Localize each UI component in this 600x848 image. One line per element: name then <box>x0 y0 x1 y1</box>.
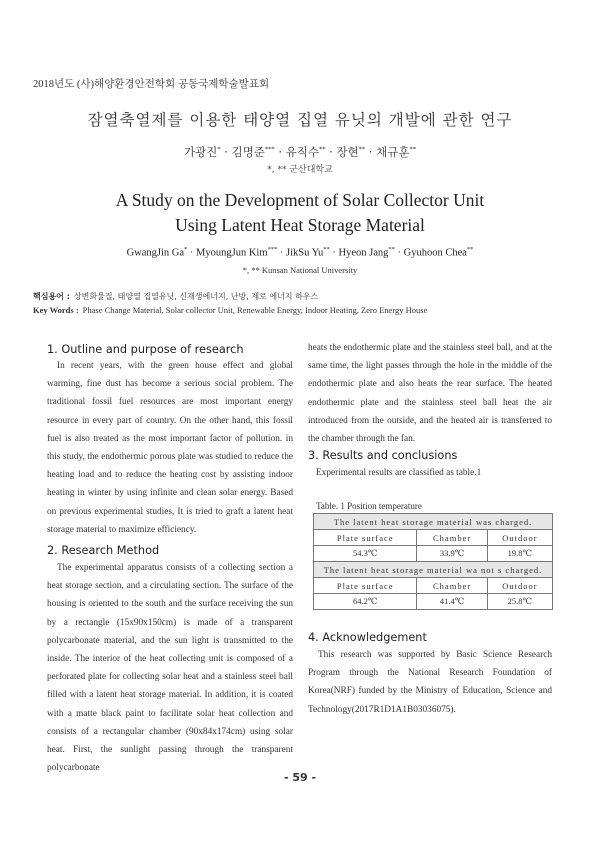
english-affiliation: *, ** Kunsan National University <box>242 265 358 275</box>
table-col-header: Chamber <box>417 578 487 594</box>
english-title-line2: Using Latent Heat Storage Material <box>175 215 425 235</box>
english-title <box>0 188 600 238</box>
table-row <box>314 594 553 610</box>
table-cell: 25.8℃ <box>487 594 552 610</box>
table-row <box>314 514 553 530</box>
en-author: GwangJin Ga <box>126 247 185 259</box>
section-3-text: Experimental results are classified as table.1 <box>316 468 482 478</box>
table-header-charged: The latent heat storage material was charged. <box>314 514 553 530</box>
english-title-line1: A Study on the Development of Solar Collector Unit <box>115 190 485 210</box>
table-cell: 19.8℃ <box>487 546 552 562</box>
table-col-header: Plate surface <box>314 578 417 594</box>
keywords-english <box>33 305 427 315</box>
table-row <box>314 562 553 578</box>
table-col-header: Outdoor <box>487 578 552 594</box>
table-header-not-charged: The latent heat storage material wa not s charged. <box>314 562 553 578</box>
table-col-header: Outdoor <box>487 530 552 546</box>
keywords-en-label: Key Words : <box>33 305 79 315</box>
table-cell: 41.4℃ <box>417 594 487 610</box>
section-1-heading: 1. Outline and purpose of research <box>47 343 244 356</box>
korean-authors: 가광진* · 김명준*** · 유직수** · 장현** · 채규훈** <box>184 145 416 159</box>
section-2-text: The experimental apparatus consists of a collecting section a heat storage section, and a circulating section. The surface of the housing is oriented to the south and the surface receiving the sun by a rectangle (15x90x150cm) is made of a transparent polycarbonate material, and the sun light is transmitted to the inside. The interior of the heat collecting unit is composed of a perforated plate for collecting solar heat and a stainless steel ball filled with a latent heat storage material. In addition, it is coated with a matte black paint to facilitate solar heat collection and consists of a rectangular chamber (90x84x174cm) using solar heat. First, the sunlight passing through the transparent polycarbonate <box>47 563 293 774</box>
kr-author: 채규훈 <box>376 145 410 159</box>
kr-author: 장현 <box>336 145 359 159</box>
table-cell: 33.9℃ <box>417 546 487 562</box>
keywords-en-text: Phase Change Material, Solar collector Unit, Renewable Energy, Indoor Heating, Zero Energy House <box>82 305 428 315</box>
keywords-korean <box>33 291 318 302</box>
table-col-header: Chamber <box>417 530 487 546</box>
section-2-heading: 2. Research Method <box>47 544 160 557</box>
en-author: MyoungJun Kim <box>196 247 268 259</box>
page-number: - 59 - <box>283 771 317 784</box>
en-author: Hyeon Jang <box>338 247 389 259</box>
section-2-continued-text: heats the endothermic plate and the stainless steel ball, and at the same time, the light passes through the hole in the middle of the endothermic plate and also heats the rear surface. The heated endothermic plate and the stainless steel ball heat the air introduced from the outside, and the heated air is transferred to the chamber through the fan. <box>308 343 552 445</box>
keywords-kr-label: 핵심용어 : <box>33 292 70 301</box>
korean-title: 잠열축열제를 이용한 태양열 집열 유닛의 개발에 관한 연구 <box>87 111 513 129</box>
table-row <box>314 546 553 562</box>
position-temperature-table <box>313 513 553 610</box>
korean-affiliation: *, ** 군산대학교 <box>267 165 333 175</box>
section-3-heading: 3. Results and conclusions <box>308 449 458 462</box>
kr-author: 가광진 <box>184 145 218 159</box>
table-row <box>314 530 553 546</box>
en-author: JikSu Yu <box>286 247 324 259</box>
keywords-kr-text: 상변화물질, 태양열 집열유닛, 신재생에너지, 난방, 제로 에너지 하우스 <box>73 292 319 301</box>
conference-header: 2018년도 (사)해양환경안전학회 공동국제학술발표회 <box>33 79 270 90</box>
kr-author: 유직수 <box>285 145 319 159</box>
section-4-heading: 4. Acknowledgement <box>308 631 427 644</box>
table-caption: Table. 1 Position temperature <box>316 501 422 511</box>
table-row <box>314 578 553 594</box>
kr-author: 김명준 <box>231 145 265 159</box>
section-1-text: In recent years, with the green house effect and global warming, fine dust has become a serious social problem. The traditional fossil fuel resources are most important energy resource in every part of country. On the other hand, this fossil fuel is also treated as the most important factor of pollution. in this study, the endothermic porous plate was studied to reduce the heating load and to reduce the heating cost by assisting indoor heating in winter by using infinite and clean solar energy. Based on previous experimental studies, It is tried to graft a latent heat storage material to maximize efficiency. <box>47 361 293 535</box>
section-4-text: This research was supported by Basic Science Research Program through the National Research Foundation of Korea(NRF) funded by the Ministry of Education, Science and Technology(2017R1D1A1B03036075). <box>308 650 552 715</box>
english-authors: GwangJin Ga* · MyoungJun Kim*** · JikSu Yu** · Hyeon Jang** · Gyuhoon Chea** <box>126 246 474 259</box>
table-cell: 54.3℃ <box>314 546 417 562</box>
en-author: Gyuhoon Chea <box>403 247 467 259</box>
table-col-header: Plate surface <box>314 530 417 546</box>
table-cell: 64.2℃ <box>314 594 417 610</box>
